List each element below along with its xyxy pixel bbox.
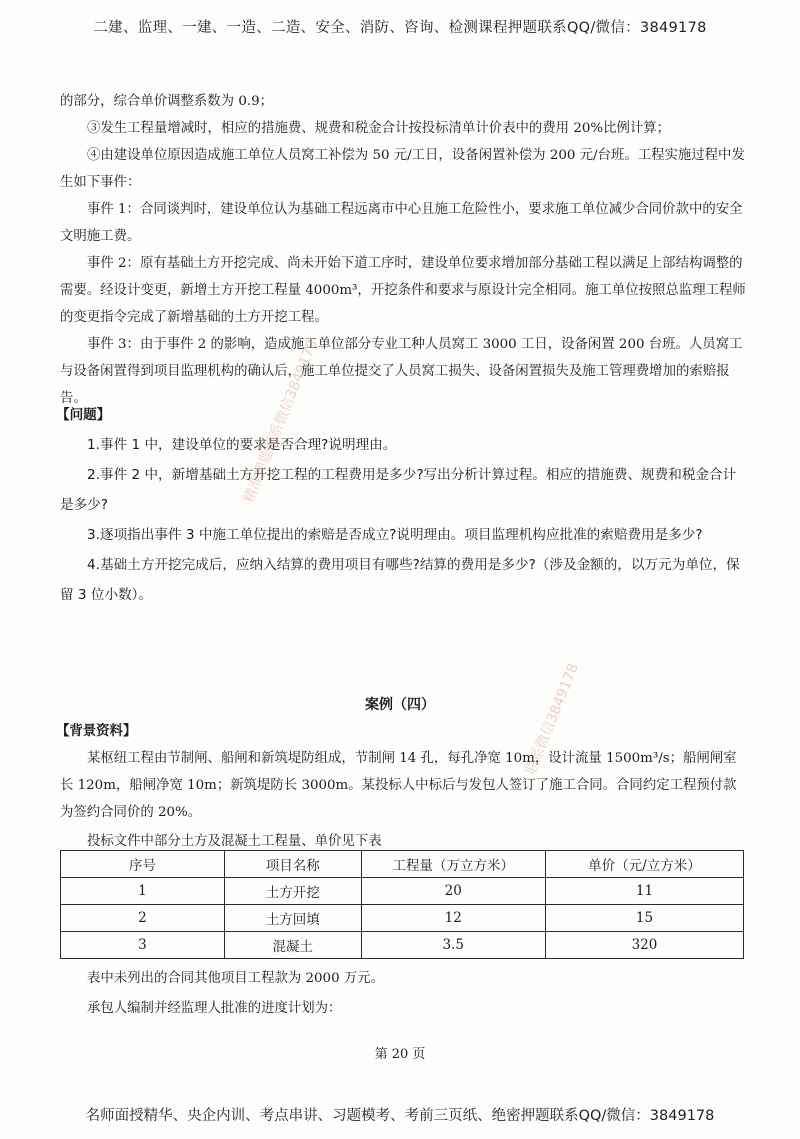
after-table-paragraph: 承包人编制并经监理人批准的进度计划为：	[87, 1001, 342, 1016]
watermark: 精准押题联系微信3849178	[240, 337, 321, 506]
page-footer-banner: 名师面授精华、央企内训、考点串讲、习题模考、考前三页纸、绝密押题联系QQ/微信：3849178	[85, 1108, 715, 1124]
table-cell: 11	[545, 878, 743, 905]
intro-section	[60, 88, 746, 412]
column-header: 工程量（万立方米）	[361, 851, 545, 878]
page-header-banner: 二建、监理、一建、一造、二造、安全、消防、咨询、检测课程押题联系QQ/微信：3849178	[93, 20, 707, 36]
event-3-paragraph: 事件 3：由于事件 2 的影响，造成施工单位部分专业工种人员窝工 3000 工日，设备闲置 200 台班。人员窝工与设备闲置得到项目监理机构的确认后，施工单位提交了人员窝工损失、设备闲置损失及施工管理费增加的索赔报告。	[60, 337, 743, 406]
questions-section	[56, 400, 746, 610]
background-section	[56, 718, 746, 855]
after-table-paragraph: 表中未列出的合同其他项目工程款为 2000 万元。	[87, 971, 385, 986]
table-cell: 12	[361, 905, 545, 932]
table-header-row	[61, 851, 744, 878]
background-heading: 【背景资料】	[56, 723, 137, 739]
intro-paragraph: ④由建设单位原因造成施工单位人员窝工补偿为 50 元/工日，设备闲置补偿为 200 元/台班。工程实施过程中发生如下事件：	[60, 148, 745, 190]
question-item: 1.事件 1 中，建设单位的要求是否合理?说明理由。	[87, 437, 397, 453]
intro-paragraph: ③发生工程量增减时，相应的措施费、规费和税金合计按投标清单计价表中的费用 20%比例计算；	[87, 121, 671, 136]
table-cell: 2	[61, 905, 225, 932]
table-cell: 1	[61, 878, 225, 905]
table-cell: 320	[545, 932, 743, 959]
table-cell: 土方回填	[224, 905, 361, 932]
table-row	[61, 905, 744, 932]
table-caption: 投标文件中部分土方及混凝土工程量、单价见下表	[87, 834, 382, 849]
intro-paragraph: 的部分，综合单价调整系数为 0.9；	[60, 94, 274, 109]
table-cell: 土方开挖	[224, 878, 361, 905]
event-1-paragraph: 事件 1：合同谈判时，建设单位认为基础工程远离市中心且施工危险性小，要求施工单位减少合同价款中的安全文明施工费。	[60, 202, 743, 244]
column-header: 单价（元/立方米）	[545, 851, 743, 878]
question-item: 3.逐项指出事件 3 中施工单位提出的索赔是否成立?说明理由。项目监理机构应批准的索赔费用是多少?	[87, 527, 703, 543]
table-row	[61, 932, 744, 959]
case-title: 案例（四）	[365, 697, 435, 713]
table-cell: 3.5	[361, 932, 545, 959]
table-row	[61, 878, 744, 905]
question-item: 4.基础土方开挖完成后，应纳入结算的费用项目有哪些?结算的费用是多少?（涉及金额的，以万元为单位，保留 3 位小数）。	[60, 557, 740, 603]
background-paragraph: 某枢纽工程由节制闸、船闸和新筑堤防组成，节制闸 14 孔，每孔净宽 10m，设计流量 1500m³/s；船闸闸室长 120m，船闸净宽 10m；新筑堤防长 3000m。某投标人中标后与发包人签订了施工合同。合同约定工程预付款为签约合同价的 20%。	[60, 751, 737, 820]
event-2-paragraph: 事件 2：原有基础土方开挖完成、尚未开始下道工序时，建设单位要求增加部分基础工程以满足上部结构调整的需要。经设计变更，新增土方开挖工程量 4000m³，开挖条件和要求与原设计完全相同。施工单位按照总监理工程师的变更指令完成了新增基础的土方开挖工程。	[60, 256, 746, 325]
table-cell: 混凝土	[224, 932, 361, 959]
table-cell: 20	[361, 878, 545, 905]
after-table-section	[60, 964, 746, 1024]
question-item: 2.事件 2 中，新增基础土方开挖工程的工程费用是多少?写出分析计算过程。相应的措施费、规费和税金合计是多少?	[60, 467, 737, 513]
table-cell: 15	[545, 905, 743, 932]
table-cell: 3	[61, 932, 225, 959]
quantity-price-table	[60, 850, 744, 959]
column-header: 序号	[61, 851, 225, 878]
watermark: 联系微信3849178	[522, 661, 582, 778]
questions-heading: 【问题】	[56, 407, 111, 423]
column-header: 项目名称	[224, 851, 361, 878]
page-number: 第 20 页	[374, 1047, 426, 1062]
